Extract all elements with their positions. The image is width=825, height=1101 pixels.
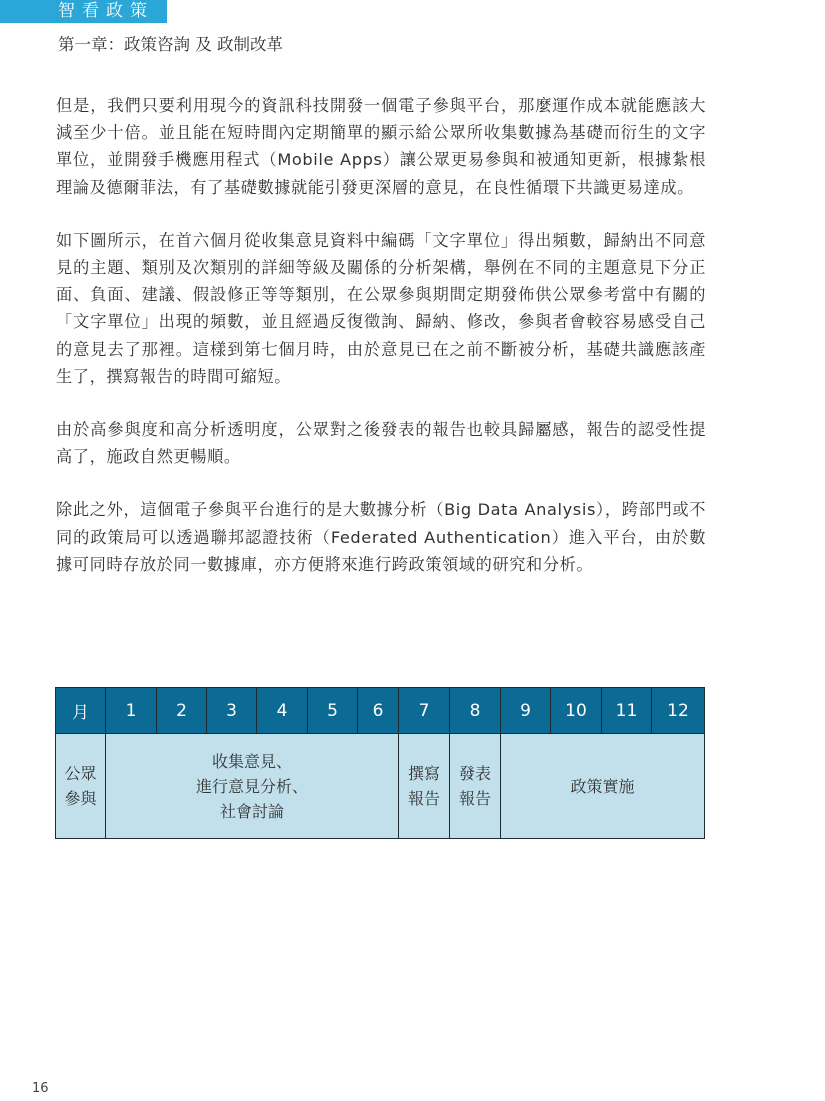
timeline-header-row (56, 688, 705, 734)
month-header-cell: 1 (106, 688, 157, 734)
phase-policy-implementation: 政策實施 (501, 734, 705, 839)
page-number: 16 (32, 1081, 49, 1096)
section-tab (0, 0, 167, 23)
article-body (56, 92, 706, 604)
month-header-cell: 2 (157, 688, 207, 734)
section-tab-title: 智看政策 (58, 1, 154, 21)
month-header-cell: 12 (652, 688, 705, 734)
month-header-cell: 9 (501, 688, 551, 734)
month-header-cell: 10 (551, 688, 602, 734)
month-header-cell: 11 (602, 688, 652, 734)
month-header-cell: 4 (257, 688, 308, 734)
paragraph: 除此之外，這個電子參與平台進行的是大數據分析（Big Data Analysis），跨部門或不同的政策局可以透過聯邦認證技術（Federated Authentication）進入平台，由於數據可同時存放於同一數據庫，亦方便將來進行跨政策領域的研究和分析。 (56, 500, 706, 574)
chapter-title: 第一章：政策咨詢 及 政制改革 (58, 35, 283, 54)
paragraph: 如下圖所示，在首六個月從收集意見資料中編碼「文字單位」得出頻數，歸納出不同意見的主題、類別及次類別的詳細等級及關係的分析架構，舉例在不同的主題意見下分正面、負面、建議、假設修正等等類別，在公眾參與期間定期發佈供公眾參考當中有關的「文字單位」出現的頻數，並且經過反復徵詢、歸納、修改，參與者會較容易感受自己的意見去了那裡。這樣到第七個月時，由於意見已在之前不斷被分析，基礎共識應該產生了，撰寫報告的時間可縮短。 (56, 230, 706, 386)
month-header-cell: 6 (358, 688, 399, 734)
month-header-cell: 7 (399, 688, 450, 734)
timeline-phase-row (56, 734, 705, 839)
public-participation-label: 公眾 參與 (56, 734, 106, 839)
timeline-table (55, 687, 705, 839)
month-header-label: 月 (56, 688, 106, 734)
paragraph: 由於高參與度和高分析透明度，公眾對之後發表的報告也較具歸屬感，報告的認受性提高了，施政自然更暢順。 (56, 420, 706, 467)
phase-collect-opinions: 收集意見、 進行意見分析、 社會討論 (106, 734, 399, 839)
month-header-cell: 8 (450, 688, 501, 734)
phase-publish-report: 發表 報告 (450, 734, 501, 839)
phase-write-report: 撰寫 報告 (399, 734, 450, 839)
paragraph: 但是，我們只要利用現今的資訊科技開發一個電子參與平台，那麼運作成本就能應該大減至少十倍。並且能在短時間內定期簡單的顯示給公眾所收集數據為基礎而衍生的文字單位，並開發手機應用程式（Mobile Apps）讓公眾更易參與和被通知更新，根據紮根理論及德爾菲法，有了基礎數據就能引發更深層的意見，在良性循環下共識更易達成。 (56, 96, 706, 197)
month-header-cell: 5 (308, 688, 358, 734)
month-header-cell: 3 (207, 688, 257, 734)
